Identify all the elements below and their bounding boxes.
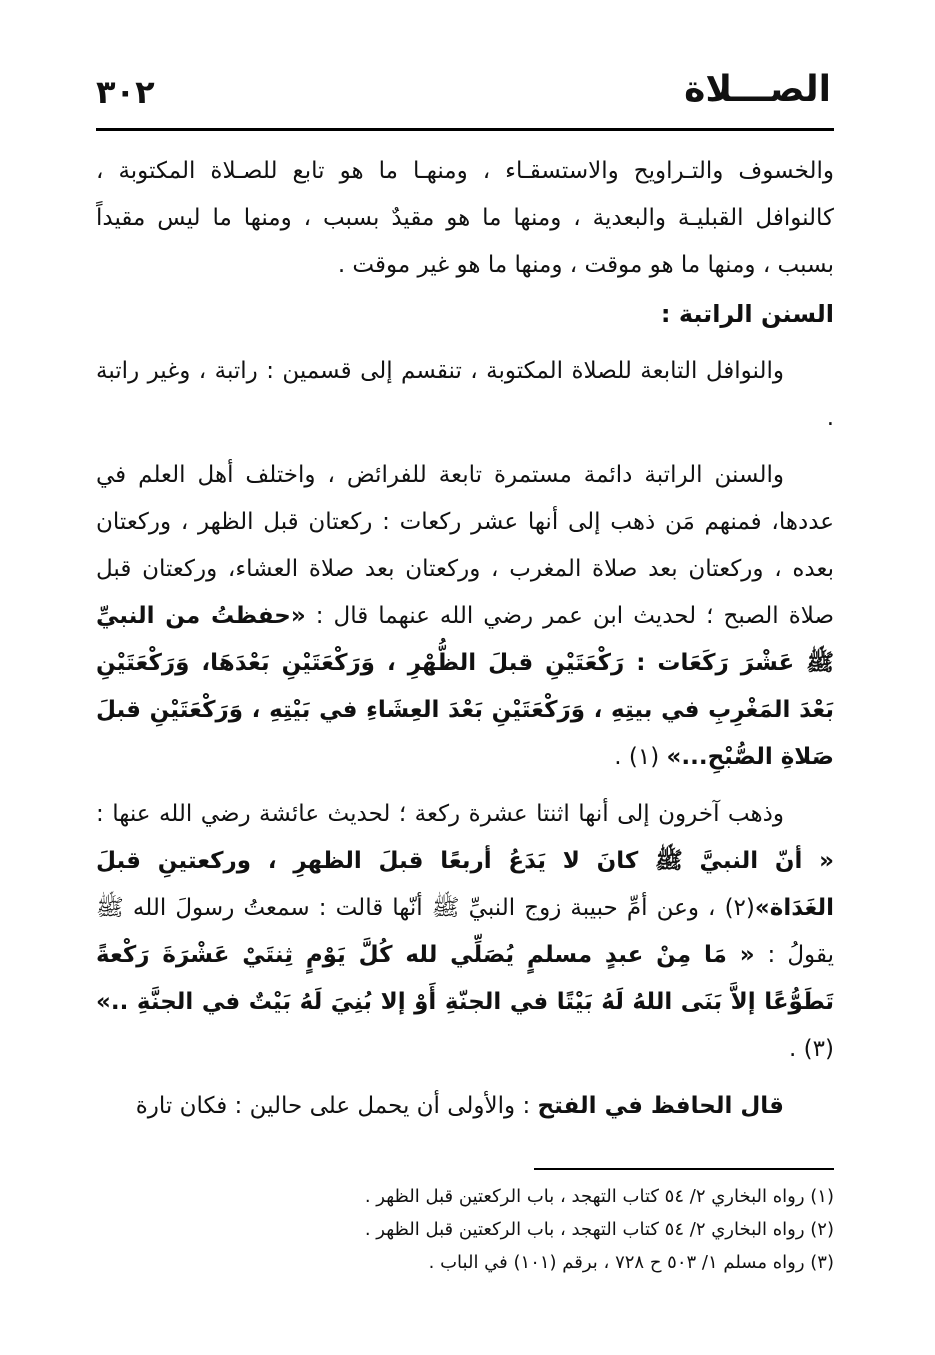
hadith-aisha: « أنّ النبيَّ ﷺ كانَ لا يَدَعُ أربعًا قبلَ الظهرِ ، وركعتينِ قبلَ الغَدَاة» <box>96 848 834 921</box>
hadith-ibn-umar: «حفظتُ من النبيِّ ﷺ عَشْرَ رَكَعَات : رَكْعَتَيْنِ قبلَ الظُّهْرِ ، وَرَكْعَتَيْنِ بَعْدَهَا، وَرَكْعَتَيْنِ بَعْدَ المَغْرِبِ في بيتِهِ ، وَرَكْعَتَيْنِ بَعْدَ العِشَاءِ في بَيْتِهِ ، وَرَكْعَتَيْنِ قبلَ صَلاةِ الصُّبْحِ...» <box>96 603 834 770</box>
paragraph-4 <box>96 791 834 1073</box>
footnote-ref-1: (١) . <box>614 744 667 770</box>
paragraph-5 <box>96 1083 834 1130</box>
main-text <box>96 148 834 1130</box>
hadith-umm-habiba: « مَا مِنْ عبدٍ مسلمٍ يُصَلِّي لله كُلَّ يَوْمٍ ثِنتَيْ عَشْرَةَ رَكْعةً تَطَوُّعًا إلاَّ بَنَى اللهُ لَهُ بَيْتًا في الجنّةِ أَوْ إلا بُنِيَ لَهُ بَيْتٌ في الجنَّةِ ..» <box>96 942 834 1015</box>
page-number: ٣٠٢ <box>96 73 155 111</box>
paragraph-5-lead: قال الحافظ في الفتح <box>537 1093 784 1119</box>
footnote-ref-3: (٣) . <box>789 1036 834 1062</box>
section-heading: السنن الراتبة : <box>660 300 834 328</box>
paragraph-1: والخسوف والتـراويح والاستسقـاء ، ومنهـا ما هو تابع للصـلاة المكتوبة ، كالنوافل القبليـة والبعدية ، ومنها ما هو مقيدٌ بسبب ، ومنها ما ليس مقيداً بسبب ، ومنها ما هو موقت ، ومنها ما هو غير موقت . <box>96 158 834 278</box>
paragraph-2: والنوافل التابعة للصلاة المكتوبة ، تنقسم إلى قسمين : راتبة ، وغير راتبة . <box>96 358 834 431</box>
footnote-2: (٢) رواه البخاري ٢/ ٥٤ كتاب التهجد ، باب الركعتين قبل الظهر . <box>364 1219 834 1240</box>
chapter-title: الصـــلاة <box>684 69 831 110</box>
footnote-1: (١) رواه البخاري ٢/ ٥٤ كتاب التهجد ، باب الركعتين قبل الظهر . <box>364 1186 834 1207</box>
paragraph-5-rest: : والأولى أن يحمل على حالين : فكان تارة <box>135 1093 538 1119</box>
paragraph-3 <box>96 452 834 781</box>
paragraph-4-mid: (٢) ، وعن أمِّ حبيبة زوج النبيِّ ﷺ أنّها قالت : سمعتُ رسولَ الله ﷺ يقولُ : <box>96 895 834 968</box>
running-header <box>96 64 831 120</box>
footnotes <box>96 1180 834 1279</box>
paragraph-3-intro: والسنن الراتبة دائمة مستمرة تابعة للفرائض ، واختلف أهل العلم في عددها، فمنهم مَن ذهب إلى أنها عشر ركعات : ركعتان قبل الظهر ، وركعتان بعده ، وركعتان بعد صلاة المغرب ، وركعتان بعد صلاة العشاء، وركعتان قبل صلاة الصبح ؛ لحديث ابن عمر رضي الله عنهما قال : <box>96 462 834 629</box>
footnote-divider <box>534 1168 834 1170</box>
header-divider <box>96 128 834 131</box>
footnote-3: (٣) رواه مسلم ١/ ٥٠٣ ح ٧٢٨ ، برقم (١٠١) في الباب . <box>428 1252 834 1273</box>
paragraph-4-intro: وذهب آخرون إلى أنها اثنتا عشرة ركعة ؛ لحديث عائشة رضي الله عنها : <box>96 801 784 827</box>
